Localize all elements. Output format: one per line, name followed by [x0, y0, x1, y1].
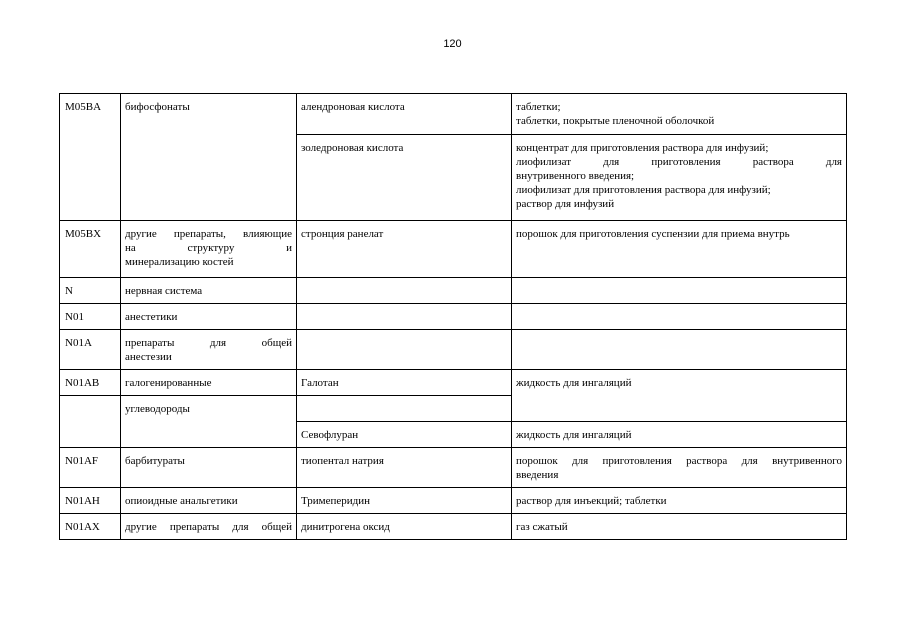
dosage-forms — [512, 448, 847, 488]
dosage-form-line: лиофилизат для приготовления раствора для инфузий; — [516, 184, 771, 196]
dosage-form-line: введения — [516, 469, 559, 481]
atc-code: N01AH — [60, 488, 121, 514]
atc-group-line: анестезии — [125, 351, 172, 363]
table-row-n01af — [60, 448, 847, 488]
table-row-n01ah — [60, 488, 847, 514]
drug-name: тиопентал натрия — [297, 448, 512, 488]
atc-code-empty — [60, 396, 121, 448]
dosage-form-line: порошок для приготовления раствора для внутривенного — [516, 455, 842, 467]
dosage-forms — [512, 135, 847, 221]
drug-name: Севофлуран — [297, 422, 512, 448]
dosage-forms — [512, 304, 847, 330]
atc-code: M05BA — [60, 94, 121, 221]
drug-name — [297, 396, 512, 422]
dosage-forms: жидкость для ингаляций — [512, 422, 847, 448]
drug-name — [297, 304, 512, 330]
atc-group-line: минерализацию костей — [125, 256, 234, 268]
drug-name: золедроновая кислота — [297, 135, 512, 221]
atc-group: барбитураты — [121, 448, 297, 488]
drug-name: алендроновая кислота — [297, 94, 512, 135]
atc-code: N01AF — [60, 448, 121, 488]
table-row-m05ba — [60, 94, 847, 135]
dosage-forms — [512, 330, 847, 370]
atc-group — [121, 221, 297, 278]
atc-code: N01A — [60, 330, 121, 370]
atc-group — [121, 330, 297, 370]
dosage-forms: газ сжатый — [512, 514, 847, 540]
atc-group-line: на структуру и — [125, 242, 292, 254]
drug-name — [297, 278, 512, 304]
atc-code: N01AB — [60, 370, 121, 396]
drug-name: динитрогена оксид — [297, 514, 512, 540]
drug-name — [297, 330, 512, 370]
drug-name: Галотан — [297, 370, 512, 396]
atc-group: нервная система — [121, 278, 297, 304]
table-row-n01ab — [60, 370, 847, 396]
dosage-forms: жидкость для ингаляций — [512, 370, 847, 422]
dosage-form-line: таблетки; — [516, 101, 561, 113]
dosage-forms: порошок для приготовления суспензии для приема внутрь — [512, 221, 847, 278]
atc-group: анестетики — [121, 304, 297, 330]
drug-name: Тримеперидин — [297, 488, 512, 514]
dosage-form-line: внутривенного введения; — [516, 170, 635, 182]
table-row-m05bx — [60, 221, 847, 278]
atc-group: опиоидные анальгетики — [121, 488, 297, 514]
page-number: 120 — [443, 38, 462, 50]
atc-code: N01AX — [60, 514, 121, 540]
dosage-forms — [512, 94, 847, 135]
dosage-form-line: концентрат для приготовления раствора для инфузий; — [516, 142, 769, 154]
table-row-n — [60, 278, 847, 304]
atc-group: другие препараты для общей — [121, 514, 297, 540]
dosage-form-line: лиофилизат для приготовления раствора для — [516, 156, 842, 168]
atc-code: N01 — [60, 304, 121, 330]
atc-group: бифосфонаты — [121, 94, 297, 221]
drug-table — [59, 93, 847, 540]
atc-group: галогенированные — [121, 370, 297, 396]
atc-group: углеводороды — [121, 396, 297, 448]
table-row-n01ax — [60, 514, 847, 540]
atc-group-line: другие препараты, влияющие — [125, 228, 292, 240]
atc-code: M05BX — [60, 221, 121, 278]
dosage-forms: раствор для инъекций; таблетки — [512, 488, 847, 514]
dosage-form-line: таблетки, покрытые пленочной оболочкой — [516, 115, 715, 127]
dosage-form-line: раствор для инфузий — [516, 198, 615, 210]
table-row-n01a — [60, 330, 847, 370]
atc-group-line: препараты для общей — [125, 337, 292, 349]
atc-code: N — [60, 278, 121, 304]
dosage-forms — [512, 278, 847, 304]
table-row-n01 — [60, 304, 847, 330]
drug-name: стронция ранелат — [297, 221, 512, 278]
